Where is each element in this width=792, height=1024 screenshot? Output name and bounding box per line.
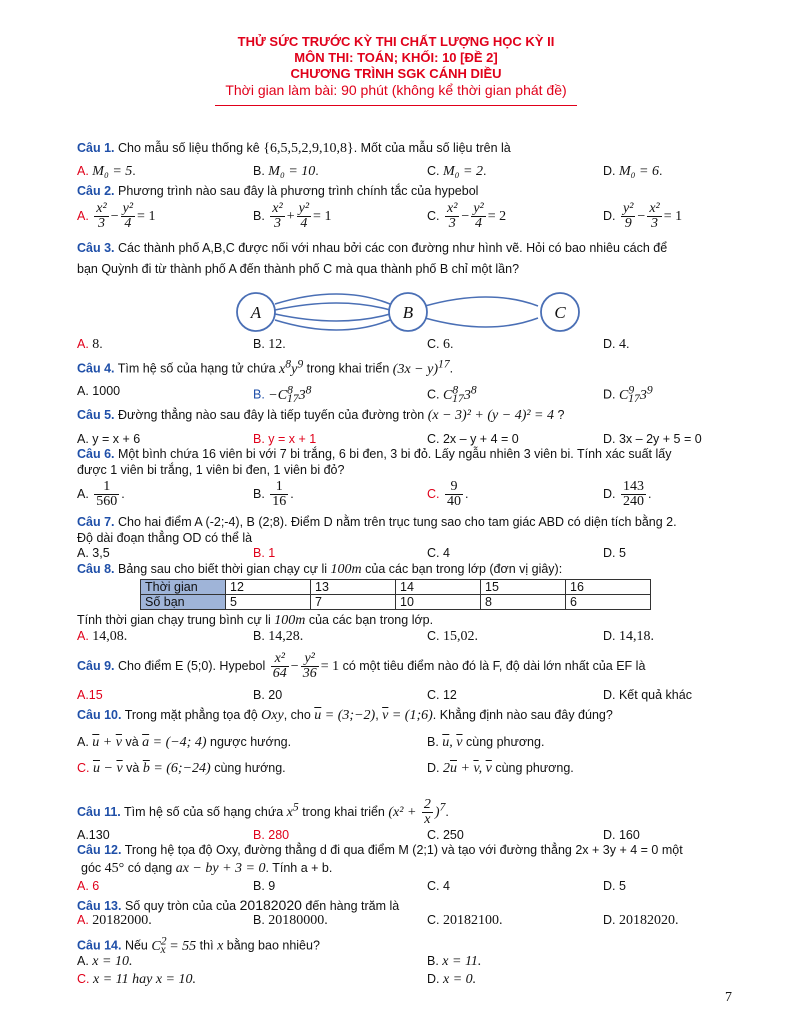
q6-option-a[interactable]: A. $\frac{1}{560}$ . (77, 479, 125, 509)
question-1: Câu 1. Cho mẫu số liệu thống kê {6,5,5,2,9,10,8}. Mốt của mẫu số liệu trên là (77, 141, 511, 156)
q11-option-c[interactable]: C. 250 (427, 828, 464, 842)
q14-option-b[interactable]: B. x = 11. (427, 954, 482, 969)
q5-option-c[interactable]: C. 2x – y + 4 = 0 (427, 432, 519, 446)
question-9: Câu 9. Cho điểm E (5;0). Hypebol $\frac{\text{x²}}{64}$ − $\frac{\text{y²}}{36}$ = 1 có một tiêu điểm nào đó là F, độ dài lớn nhất của EF là (77, 651, 646, 681)
node-a-label: A (250, 303, 262, 322)
q9-option-a[interactable]: A.15 (77, 688, 103, 702)
question-10: Câu 10. Trong mặt phẳng tọa độ Oxy, cho $\overline{u}$ = (3;−2), $\overline{v}$ = (1;6). Khẳng định nào sau đây đúng? (77, 708, 613, 723)
q12-option-c[interactable]: C. 4 (427, 879, 450, 893)
q5-option-b[interactable]: B. y = x + 1 (253, 432, 317, 446)
question-14: Câu 14. Nếu $C^2_x = 55$ thì x bằng bao nhiêu? (77, 934, 320, 957)
table-head-time: Thời gian (141, 580, 226, 595)
q6-option-d[interactable]: D. $\frac{143}{240}$ . (603, 479, 652, 509)
q10-option-b[interactable]: B. $\overline{u}$, $\overline{v}$ cùng phương. (427, 735, 545, 750)
node-b-label: B (402, 303, 414, 322)
q12-option-b[interactable]: B. 9 (253, 879, 276, 893)
question-2: Câu 2. Phương trình nào sau đây là phương trình chính tắc của hypebol (77, 184, 479, 198)
q4-option-d[interactable]: D. $C^9_{17}3^9$ (603, 383, 653, 406)
q13-option-a[interactable]: A. 20182000. (77, 913, 152, 928)
q10-option-d[interactable]: D. $2\overline{u} + \overline{v}$, $\overline{v}$ cùng phương. (427, 761, 574, 776)
question-12-line2: góc 45° có dạng ax − by + 3 = 0. Tính a + b. (81, 861, 333, 876)
node-c-label: C (554, 303, 566, 322)
q11-option-d[interactable]: D. 160 (603, 828, 640, 842)
header-title-1: THỬ SỨC TRƯỚC KỲ THI CHẤT LƯỢNG HỌC KỲ II (237, 34, 555, 49)
q14-option-c[interactable]: C. x = 11 hay x = 10. (77, 972, 196, 987)
q4-option-b[interactable]: B. $-C^8_{17}3^8$ (253, 383, 312, 406)
q2-option-c[interactable]: C. $\frac{\text{x²}}{3}$ − $\frac{\text{y²}}{4}$ = 2 (427, 201, 507, 231)
q10-option-c[interactable]: C. $\overline{u} - \overline{v}$ và $\overline{b}$ = (6;−24) cùng hướng. (77, 761, 286, 776)
question-3-line2: bạn Quỳnh đi từ thành phố A đến thành phố C mà qua thành phố B chỉ một lần? (77, 262, 520, 276)
question-3: Câu 3. Các thành phố A,B,C được nối với nhau bởi các con đường như hình vẽ. Hỏi có bao nhiêu cách để (77, 241, 668, 255)
question-6-line2: được 1 viên bi trắng, 1 viên bi đen, 1 viên bi đỏ? (77, 463, 345, 477)
q7-option-b[interactable]: B. 1 (253, 546, 276, 560)
q7-option-c[interactable]: C. 4 (427, 546, 450, 560)
city-road-diagram (230, 284, 590, 340)
question-4: Câu 4. Tìm hệ số của hạng tử chứa $x^8y^9$ trong khai triển $(3x - y)^{17}$. (77, 357, 454, 377)
q8-option-c[interactable]: C. 15,02. (427, 629, 478, 644)
question-8: Câu 8. Bảng sau cho biết thời gian chạy cự li 100m của các bạn trong lớp (đơn vị giây): (77, 562, 563, 577)
table-row: Số bạn 5 7 10 8 6 (141, 595, 651, 610)
running-time-table (140, 579, 651, 610)
q9-option-c[interactable]: C. 12 (427, 688, 457, 702)
document-header (0, 34, 792, 106)
q13-option-c[interactable]: C. 20182100. (427, 913, 503, 928)
q13-option-b[interactable]: B. 20180000. (253, 913, 328, 928)
q13-option-d[interactable]: D. 20182020. (603, 913, 679, 928)
q14-option-d[interactable]: D. x = 0. (427, 972, 477, 987)
question-6: Câu 6. Một bình chứa 16 viên bi với 7 bi trắng, 6 bi đen, 3 bi đỏ. Lấy ngẫu nhiên 3 viên bi. Tính xác suất lấy (77, 447, 672, 461)
q1-option-d[interactable]: D. M₀ = 6. (603, 164, 663, 179)
q7-option-d[interactable]: D. 5 (603, 546, 626, 560)
q6-option-b[interactable]: B. $\frac{1}{16}$ . (253, 479, 294, 509)
q8-option-d[interactable]: D. 14,18. (603, 629, 654, 644)
question-8-line3: Tính thời gian chạy trung bình cự li 100m của các bạn trong lớp. (77, 613, 434, 628)
q2-option-b[interactable]: B. $\frac{\text{x²}}{3}$ + $\frac{\text{y²}}{4}$ = 1 (253, 201, 332, 231)
question-5: Câu 5. Đường thẳng nào sau đây là tiếp tuyến của đường tròn (x − 3)² + (y − 4)² = 4 ? (77, 408, 565, 423)
q2-option-d[interactable]: D. $\frac{\text{y²}}{9}$ − $\frac{\text{x²}}{3}$ = 1 (603, 201, 683, 231)
question-12: Câu 12. Trong hệ tọa độ Oxy, đường thẳng d đi qua điểm M (2;1) và tạo với đường thẳng 2x + 3y + 4 = 0 một (77, 843, 683, 857)
header-title-2: MÔN THI: TOÁN; KHỐI: 10 [ĐỀ 2] (294, 50, 498, 65)
header-title-3: CHƯƠNG TRÌNH SGK CÁNH DIỀU (290, 66, 502, 81)
header-time: Thời gian làm bài: 90 phút (không kể thời gian phát đề) (225, 82, 567, 98)
q4-option-c[interactable]: C. $C^8_{17}3^8$ (427, 383, 477, 406)
q3-option-d[interactable]: D. 4. (603, 337, 630, 352)
header-rule (215, 105, 577, 106)
q1-option-b[interactable]: B. M₀ = 10. (253, 164, 319, 179)
question-13: Câu 13. Số quy tròn của của 20182020 đến hàng trăm là (77, 897, 400, 913)
q1-option-a[interactable]: A. M₀ = 5. (77, 164, 136, 179)
q6-option-c[interactable]: C. $\frac{9}{40}$ . (427, 479, 469, 509)
question-11: Câu 11. Tìm hệ số của số hạng chứa $x^5$ trong khai triển (x² + $\frac{2}{x}$ )$^7$. (77, 797, 449, 827)
q5-option-d[interactable]: D. 3x – 2y + 5 = 0 (603, 432, 702, 446)
q8-option-a[interactable]: A. 14,08. (77, 629, 128, 644)
q10-option-a[interactable]: A. $\overline{u} + \overline{v}$ và $\overline{a} = (-4$; 4) ngược hướng. (77, 735, 292, 750)
q8-option-b[interactable]: B. 14,28. (253, 629, 304, 644)
q9-option-d[interactable]: D. Kết quả khác (603, 688, 692, 702)
q3-option-c[interactable]: C. 6. (427, 337, 454, 352)
question-7: Câu 7. Cho hai điểm A (-2;-4), B (2;8). Điểm D nằm trên trục tung sao cho tam giác ABD có diện tích bằng 2. (77, 515, 677, 529)
q11-option-a[interactable]: A.130 (77, 828, 110, 842)
q12-option-a[interactable]: A. 6 (77, 879, 100, 893)
q9-option-b[interactable]: B. 20 (253, 688, 283, 702)
q11-option-b[interactable]: B. 280 (253, 828, 290, 842)
table-head-count: Số bạn (141, 595, 226, 610)
question-7-line2: Độ dài đoạn thẳng OD có thể là (77, 531, 253, 545)
q1-option-c[interactable]: C. M₀ = 2. (427, 164, 487, 179)
q14-option-a[interactable]: A. x = 10. (77, 954, 133, 969)
page-number: 7 (725, 990, 732, 1005)
q4-option-a[interactable]: A. 1000 (77, 384, 121, 398)
q5-option-a[interactable]: A. y = x + 6 (77, 432, 141, 446)
q3-option-a[interactable]: A. 8. (77, 337, 103, 352)
q3-option-b[interactable]: B. 12. (253, 337, 286, 352)
q2-option-a[interactable]: A. $\frac{\text{x²}}{3}$ − $\frac{\text{y²}}{4}$ = 1 (77, 201, 156, 231)
table-row: Thời gian 12 13 14 15 16 (141, 580, 651, 595)
q7-option-a[interactable]: A. 3,5 (77, 546, 110, 560)
q12-option-d[interactable]: D. 5 (603, 879, 626, 893)
